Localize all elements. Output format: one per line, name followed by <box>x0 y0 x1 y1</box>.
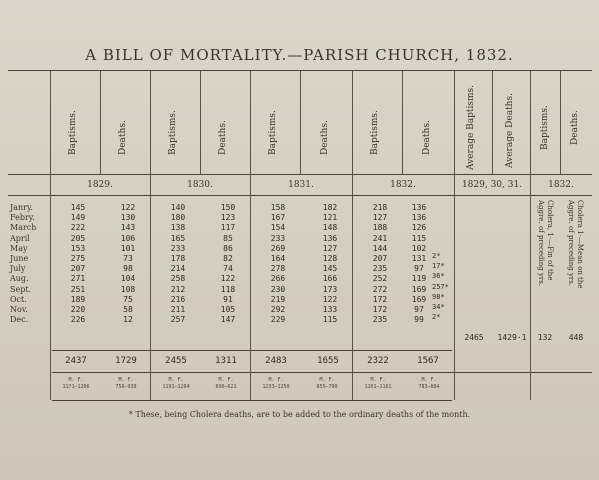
average-baptisms-value: 2465 <box>464 333 484 342</box>
page-title: A BILL OF MORTALITY.—PARISH CHURCH, 1832. <box>85 46 514 64</box>
table-cell: 85 <box>223 233 233 243</box>
cholera-side-note: Cholera 1·—Mean on the Aggre. of preceding yrs. <box>567 200 584 289</box>
col-divider <box>492 70 493 175</box>
table-cell: 233 <box>170 243 186 253</box>
table-cell: 212 <box>170 284 186 294</box>
table-cell: 106 <box>120 233 136 243</box>
table-cell: 97 <box>414 264 424 274</box>
year-label: 1830. <box>187 180 213 190</box>
header-baptisms: Baptisms. <box>268 110 278 155</box>
table-cell: 127 <box>372 213 388 223</box>
table-cell: 150 <box>220 203 236 212</box>
cholera-side-note: Cholera, 1·—Fin of the Aggre. of preceding yrs. <box>537 200 554 287</box>
table-cell: 119 <box>411 274 427 284</box>
male-female-baptisms-1832: M. F. 1161–1161 <box>364 377 392 390</box>
cholera-marks <box>432 251 454 322</box>
baptisms-column-1830 <box>160 203 196 325</box>
table-cell: 251 <box>70 284 86 294</box>
table-cell: 136 <box>411 203 427 212</box>
month-label: June <box>10 254 29 264</box>
table-cell: 218 <box>372 203 388 212</box>
average-deaths-value: 1429·1 <box>497 333 527 342</box>
table-cell: 108 <box>120 284 136 294</box>
total-deaths-1830: 1311 <box>215 356 237 366</box>
table-cell: 164 <box>270 254 286 264</box>
table-cell: 214 <box>170 264 186 274</box>
male-female-baptisms-1829: M. F. 1171–1266 <box>62 377 90 390</box>
month-label: July <box>10 264 26 274</box>
male-female-deaths-1829: M. F. 756–939 <box>115 377 137 390</box>
table-cell: 220 <box>70 305 86 315</box>
table-cell: 118 <box>220 284 236 294</box>
male-female-baptisms-1831: M. F. 1233–1250 <box>262 377 290 390</box>
table-cell: 235 <box>372 315 388 325</box>
table-cell: 147 <box>220 315 236 325</box>
cholera-baptisms-value: 132 <box>537 333 553 342</box>
table-cell: 128 <box>322 254 338 264</box>
cholera-mark: 17* <box>432 262 445 271</box>
baptisms-column-1832 <box>362 203 398 325</box>
baptisms-column-1831 <box>260 203 296 325</box>
table-cell: 207 <box>70 264 86 274</box>
month-label: Dec. <box>10 315 29 325</box>
bottom-rule <box>52 400 452 401</box>
deaths-column-1829 <box>110 203 146 325</box>
table-cell: 130 <box>120 213 136 223</box>
month-label: Oct. <box>10 294 27 304</box>
table-cell: 180 <box>170 213 186 223</box>
totals-top-rule <box>52 350 452 351</box>
table-cell: 216 <box>170 294 186 304</box>
table-cell: 229 <box>270 315 286 325</box>
table-cell: 292 <box>270 305 286 315</box>
table-cell: 188 <box>372 223 388 233</box>
table-cell: 122 <box>220 274 236 284</box>
deaths-column-1830 <box>210 203 246 325</box>
table-cell: 275 <box>70 254 86 264</box>
table-cell: 131 <box>411 254 427 264</box>
table-cell: 205 <box>70 233 86 243</box>
table-cell: 266 <box>270 274 286 284</box>
header-average-deaths: Average Deaths. <box>505 93 515 168</box>
table-cell: 235 <box>372 264 388 274</box>
table-cell: 99 <box>414 315 424 325</box>
total-baptisms-1831: 2483 <box>265 356 287 366</box>
col-divider <box>150 70 151 400</box>
table-cell: 278 <box>270 264 286 274</box>
table-cell: 148 <box>322 223 338 233</box>
total-deaths-1829: 1729 <box>115 356 137 366</box>
header-baptisms: Baptisms. <box>370 110 380 155</box>
cholera-mark: 98* <box>432 292 445 301</box>
table-cell: 143 <box>120 223 136 233</box>
total-baptisms-1832: 2322 <box>367 356 389 366</box>
month-label: March <box>10 223 37 233</box>
table-cell: 271 <box>70 274 86 284</box>
table-cell: 73 <box>123 254 133 264</box>
header-deaths: Deaths. <box>570 110 580 145</box>
table-cell: 169 <box>411 284 427 294</box>
table-cell: 117 <box>220 223 236 233</box>
table-cell: 172 <box>372 294 388 304</box>
table-cell: 101 <box>120 243 136 253</box>
table-cell: 230 <box>270 284 286 294</box>
col-divider <box>50 70 51 400</box>
header-deaths: Deaths. <box>422 120 432 155</box>
col-divider <box>530 70 531 400</box>
table-cell: 122 <box>120 203 136 212</box>
month-label: Sept. <box>10 284 32 294</box>
col-divider <box>100 70 101 175</box>
table-cell: 149 <box>70 213 86 223</box>
table-cell: 75 <box>123 294 133 304</box>
month-column <box>10 203 50 325</box>
cholera-deaths-value: 448 <box>568 333 584 342</box>
table-cell: 269 <box>270 243 286 253</box>
table-cell: 122 <box>322 294 338 304</box>
table-cell: 86 <box>223 243 233 253</box>
table-cell: 91 <box>223 294 233 304</box>
month-label: May <box>10 243 28 253</box>
table-cell: 154 <box>270 223 286 233</box>
year-label: 1829, 30, 31. <box>461 180 523 190</box>
table-cell: 105 <box>220 305 236 315</box>
col-divider <box>454 70 455 400</box>
deaths-column-1832 <box>404 203 434 325</box>
total-baptisms-1830: 2455 <box>165 356 187 366</box>
table-cell: 12 <box>123 315 133 325</box>
table-cell: 178 <box>170 254 186 264</box>
male-female-deaths-1830: M. F. 690–621 <box>215 377 237 390</box>
col-divider <box>200 70 201 175</box>
table-cell: 169 <box>411 294 427 304</box>
footnote: * These, being Cholera deaths, are to be added to the ordinary deaths of the month. <box>128 410 471 419</box>
cholera-mark: 36* <box>432 272 445 281</box>
table-cell: 126 <box>411 223 427 233</box>
table-cell: 115 <box>411 233 427 243</box>
col-divider <box>300 70 301 175</box>
table-cell: 182 <box>322 203 338 212</box>
table-cell: 233 <box>270 233 286 243</box>
col-divider <box>402 70 403 175</box>
table-cell: 138 <box>170 223 186 233</box>
male-female-baptisms-1830: M. F. 1191–1264 <box>162 377 190 390</box>
table-cell: 222 <box>70 223 86 233</box>
table-cell: 167 <box>270 213 286 223</box>
table-cell: 145 <box>70 203 86 212</box>
table-cell: 219 <box>270 294 286 304</box>
table-cell: 127 <box>322 243 338 253</box>
table-cell: 272 <box>372 284 388 294</box>
table-cell: 165 <box>170 233 186 243</box>
cholera-mark: 2* <box>432 313 441 322</box>
year-label: 1831. <box>288 180 314 190</box>
year-rule <box>8 195 592 196</box>
header-baptisms: Baptisms. <box>168 110 178 155</box>
cholera-mark: 34* <box>432 303 445 312</box>
table-cell: 97 <box>414 305 424 315</box>
year-label: 1829. <box>87 180 113 190</box>
header-average-baptisms: Average Baptisms. <box>466 84 476 170</box>
table-cell: 257 <box>170 315 186 325</box>
table-cell: 98 <box>123 264 133 274</box>
header-deaths: Deaths. <box>118 120 128 155</box>
baptisms-column-1829 <box>60 203 96 325</box>
month-label: Nov. <box>10 305 28 315</box>
cholera-mark: 2* <box>432 252 441 260</box>
table-cell: 172 <box>372 305 388 315</box>
header-deaths: Deaths. <box>218 120 228 155</box>
total-baptisms-1829: 2437 <box>65 356 87 366</box>
header-baptisms: Baptisms. <box>540 105 550 150</box>
table-cell: 258 <box>170 274 186 284</box>
table-cell: 74 <box>223 264 233 274</box>
table-cell: 189 <box>70 294 86 304</box>
total-deaths-1831: 1655 <box>317 356 339 366</box>
month-label: Febry. <box>10 213 35 223</box>
table-cell: 121 <box>322 213 338 223</box>
header-baptisms: Baptisms. <box>68 110 78 155</box>
table-cell: 102 <box>411 243 427 253</box>
month-label: Aug. <box>10 274 29 284</box>
table-cell: 211 <box>170 305 186 315</box>
table-cell: 115 <box>322 315 338 325</box>
table-cell: 136 <box>322 233 338 243</box>
table-cell: 252 <box>372 274 388 284</box>
table-cell: 158 <box>270 203 286 212</box>
table-cell: 144 <box>372 243 388 253</box>
table-cell: 153 <box>70 243 86 253</box>
table-cell: 166 <box>322 274 338 284</box>
table-cell: 145 <box>322 264 338 274</box>
male-female-deaths-1831: M. F. 855–790 <box>316 377 338 390</box>
table-cell: 82 <box>223 254 233 264</box>
totals-bottom-rule <box>52 372 592 373</box>
year-label: 1832. <box>390 180 416 190</box>
col-divider <box>560 70 561 175</box>
year-label: 1832. <box>548 180 574 190</box>
table-cell: 133 <box>322 305 338 315</box>
table-cell: 123 <box>220 213 236 223</box>
month-label: April <box>10 233 30 243</box>
total-deaths-1832: 1567 <box>417 356 439 366</box>
table-cell: 207 <box>372 254 388 264</box>
col-divider <box>352 70 353 400</box>
deaths-column-1831 <box>312 203 348 325</box>
month-label: Janry. <box>10 203 33 212</box>
table-cell: 140 <box>170 203 186 212</box>
table-cell: 173 <box>322 284 338 294</box>
table-cell: 136 <box>411 213 427 223</box>
header-deaths: Deaths. <box>320 120 330 155</box>
table-cell: 58 <box>123 305 133 315</box>
table-cell: 241 <box>372 233 388 243</box>
table-cell: 226 <box>70 315 86 325</box>
cholera-mark: 257* <box>432 282 449 291</box>
male-female-deaths-1832: M. F. 783–884 <box>418 377 440 390</box>
col-divider <box>250 70 251 400</box>
table-cell: 104 <box>120 274 136 284</box>
